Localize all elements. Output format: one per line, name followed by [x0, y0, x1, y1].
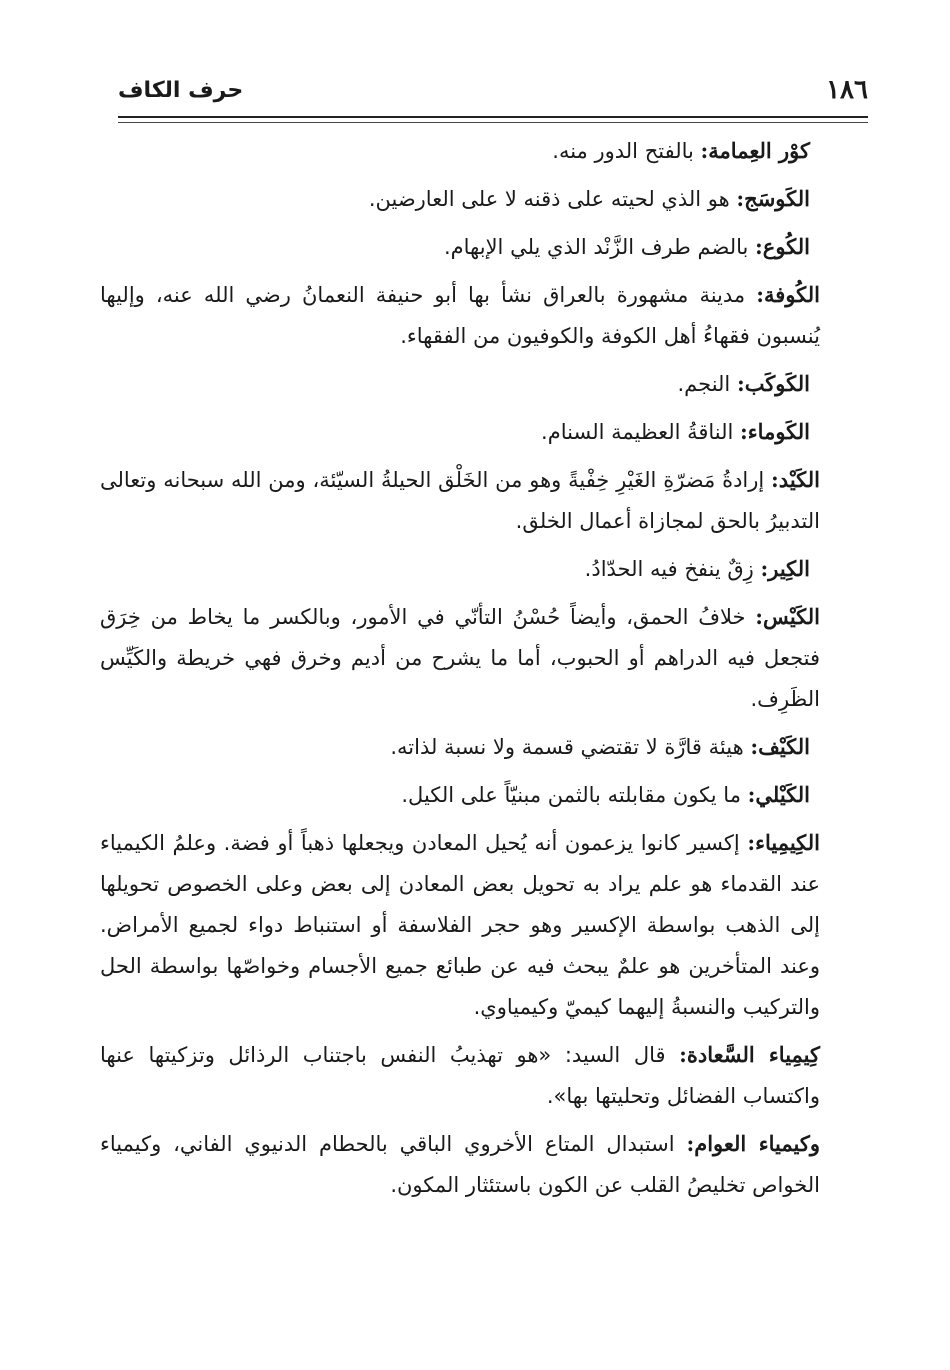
entry: [100, 130, 820, 172]
entry: [100, 411, 820, 453]
running-title: حرف الكاف: [118, 77, 244, 103]
entry-term: الكُوفة:: [756, 282, 820, 307]
entry-definition: إكسير كانوا يزعمون أنه يُحيل المعادن ويجعلها ذهباً أو فضة. وعلمُ الكيمياء عند القدماء هو علم يراد به تحويل بعض المعادن إلى بعض وعلى الخصوص تحويلها إلى الذهب بواسطة الإكسير وهو حجر الفلاسفة أو استنباط دواء لجميع الأمراض. وعند المتأخرين هو علمٌ يبحث فيه عن طبائع جميع الأجسام وخواصّها بواسطة الحل والتركيب والنسبةُ إليهما كيميّ وكيمياوي.: [100, 831, 820, 1019]
entry: [100, 459, 820, 542]
entry-definition: ما يكون مقابلته بالثمن مبنيّاً على الكيل.: [401, 783, 748, 807]
entry-term: الكَيْد:: [771, 467, 820, 492]
entry-term: كِيمِياء السَّعادة:: [679, 1042, 821, 1067]
entry-term: الكَوماء:: [740, 419, 810, 444]
entry-definition: النجم.: [677, 372, 737, 396]
entry-term: الكَيْلي:: [747, 782, 810, 807]
entry-definition: بالضم طرف الزَّنْد الذي يلي الإبهام.: [443, 235, 756, 259]
entry-definition: هو الذي لحيته على ذقنه لا على العارضين.: [368, 187, 737, 211]
entry-term: الكُوع:: [755, 234, 810, 259]
entry-term: كوْر العِمامة:: [700, 138, 810, 163]
entry-term: وكيمياء العوام:: [686, 1131, 820, 1156]
entry: [100, 774, 820, 816]
entry: [100, 548, 820, 590]
header-rule-thick: [118, 116, 868, 118]
entry: [100, 1034, 820, 1117]
entry-definition: استبدال المتاع الأخروي الباقي بالحطام الدنيوي الفاني، وكيمياء الخواص تخليصُ القلب عن الكون باستئثار المكون.: [100, 1132, 820, 1197]
entry: [100, 1123, 820, 1206]
entry: [100, 596, 820, 720]
entry: [100, 363, 820, 405]
header-rule-thin: [118, 122, 868, 123]
entry: [100, 178, 820, 220]
entry-definition: هيئة قارَّة لا تقتضي قسمة ولا نسبة لذاته.: [390, 735, 751, 759]
entry: [100, 226, 820, 268]
entry-term: الكَوسَج:: [736, 186, 810, 211]
entry-definition: زِقٌ ينفخ فيه الحدّادُ.: [584, 557, 761, 581]
dictionary-entries: [100, 130, 820, 1212]
entry-definition: قال السيد: «هو تهذيبُ النفس باجتناب الرذائل وتزكيتها عنها واكتساب الفضائل وتحليتها بها».: [100, 1043, 820, 1108]
entry-term: الكَيْف:: [750, 734, 810, 759]
page-header: [118, 70, 868, 110]
entry-term: الكِير:: [760, 556, 810, 581]
entry-term: الكَيْس:: [755, 604, 820, 629]
entry-definition: بالفتح الدور منه.: [552, 139, 701, 163]
entry: [100, 822, 820, 1028]
entry: [100, 274, 820, 357]
entry-definition: مدينة مشهورة بالعراق نشأ بها أبو حنيفة النعمانُ رضي الله عنه، وإليها يُنسبون فقهاءُ أهل الكوفة والكوفيون من الفقهاء.: [100, 283, 820, 348]
entry-term: الكَوكَب:: [736, 371, 810, 396]
entry: [100, 726, 820, 768]
entry-definition: إرادةُ مَضرّةِ الغَيْرِ خِفْيةً وهو من الخَلْق الحيلةُ السيّئة، ومن الله سبحانه وتعالى التدبيرُ بالحق لمجازاة أعمال الخلق.: [100, 468, 820, 533]
entry-definition: الناقةُ العظيمة السنام.: [541, 420, 741, 444]
entry-definition: خلافُ الحمق، وأيضاً حُسْنُ التأنّي في الأمور، وبالكسر ما يخاط من خِرَق فتجعل فيه الدراهم أو الحبوب، أما ما يشرح من أديم وخرق فهي خريطة والكَيِّس الظَرِف.: [100, 605, 820, 711]
page-number: ١٨٦: [826, 75, 868, 105]
entry-term: الكِيمِياء:: [747, 830, 820, 855]
